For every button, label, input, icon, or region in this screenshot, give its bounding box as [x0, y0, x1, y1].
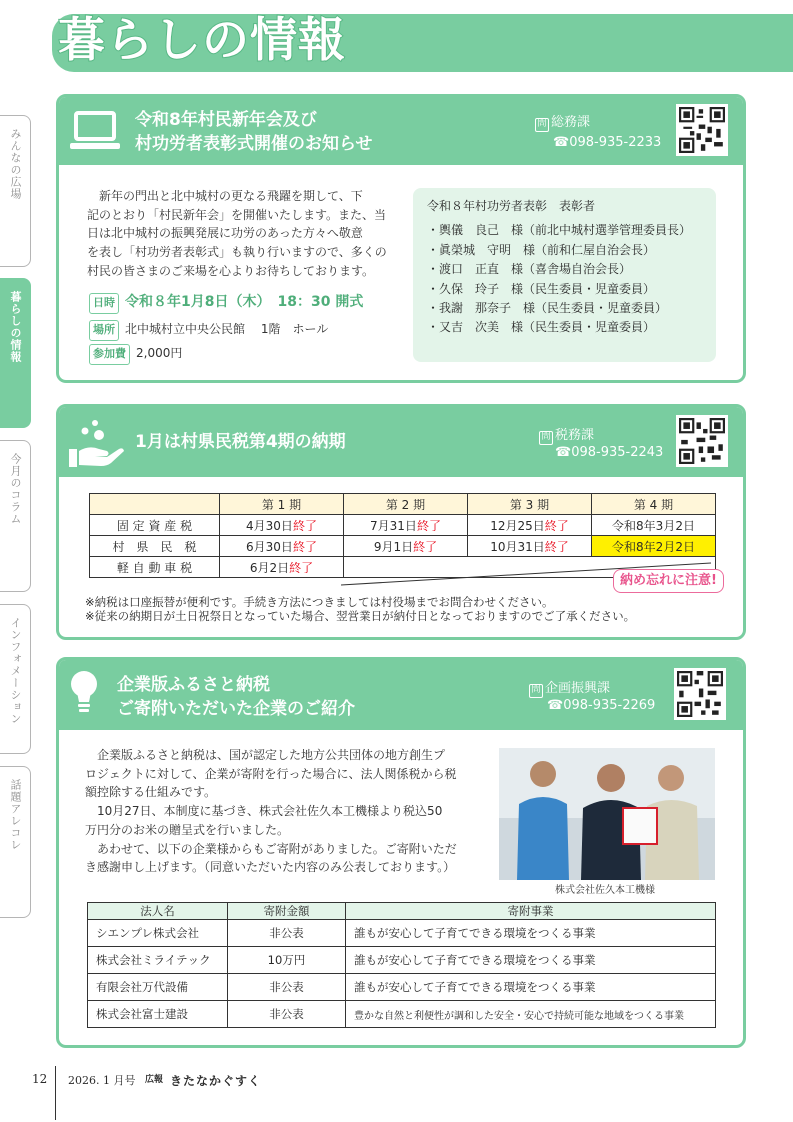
donation-amount: 非公表: [228, 974, 346, 1001]
new-year-event-section: [56, 94, 746, 383]
due-date: 9月1日: [373, 539, 414, 554]
due-cell: [220, 536, 344, 557]
awardee-item: ・渡口 正直 様（喜舎場自治会長）: [427, 262, 632, 277]
text-line: 万円分のお米の贈呈式を行いました。: [85, 822, 290, 837]
reminder-callout: 納め忘れに注意!: [613, 569, 724, 593]
donation-project: 誰もが安心して子育てできる環境をつくる事業: [346, 920, 716, 947]
qr-code-icon[interactable]: [674, 668, 726, 720]
department-name: 企画振興課: [545, 681, 611, 696]
sidebar-tab-kurashi[interactable]: [0, 278, 31, 428]
place-value: 北中城村立中央公民館 1階 ホール: [125, 322, 329, 336]
section-title-line1: 企業版ふるさと納税: [117, 675, 270, 695]
ended-label: 終了: [289, 560, 314, 575]
company-name: シエンプレ株式会社: [88, 920, 228, 947]
current-due-cell: 令和8年2月2日: [592, 536, 716, 557]
header-cell: 寄附金額: [228, 903, 346, 920]
sidebar-tab-label: 今月のコラム: [9, 453, 22, 525]
company-name: 株式会社富士建設: [88, 1001, 228, 1028]
inquiry-badge: 問: [539, 431, 553, 445]
due-date: 6月2日: [249, 560, 290, 575]
awardees-list: [413, 188, 716, 362]
page-title: 暮らしの情報: [58, 13, 346, 68]
event-datetime: [89, 293, 363, 314]
sidebar-tab-label: 話題アレコレ: [9, 779, 22, 851]
section-title-line1: 令和8年村民新年会及び: [135, 110, 317, 130]
due-cell: [468, 536, 592, 557]
publication-name: きたなかぐすく: [170, 1074, 262, 1088]
table-row: [88, 947, 716, 974]
header-cell: 第 4 期: [592, 494, 716, 515]
qr-code-icon[interactable]: [676, 104, 728, 156]
company-name: 有限会社万代設備: [88, 974, 228, 1001]
ended-label: 終了: [416, 518, 441, 533]
note-line: ※納税は口座振替が便利です。手続き方法につきましては村役場までお問合わせください。: [85, 595, 554, 609]
text-line: ロジェクトに対して、企業が寄附を行った場合に、法人関係税から税: [85, 766, 457, 781]
inquiry-badge: 問: [529, 684, 543, 698]
table-row: [88, 1001, 716, 1028]
footer-divider: [55, 1066, 56, 1120]
text-line: 10月27日、本制度に基づき、株式会社佐久本工機様より税込50: [97, 804, 443, 819]
due-cell: [468, 515, 592, 536]
tax-name: 軽 自 動 車 税: [90, 557, 220, 578]
section-title-line2: 村功労者表彰式開催のお知らせ: [135, 134, 373, 154]
phone-number: ☎098-935-2233: [553, 135, 662, 150]
datetime-tag: 日時: [89, 293, 119, 314]
donation-amount: 10万円: [228, 947, 346, 974]
section-title-line2: ご寄附いただいた企業のご紹介: [117, 699, 355, 719]
sidebar-tab-label: みんなの広場: [9, 128, 22, 200]
awardee-item: ・我謝 那奈子 様（民生委員・児童委員）: [427, 301, 668, 316]
department-name: 税務課: [555, 428, 595, 443]
coins-hand-icon: [67, 415, 125, 471]
phone-number: ☎098-935-2243: [555, 445, 664, 460]
laptop-icon: [69, 110, 121, 152]
header-cell: 第 2 期: [344, 494, 468, 515]
event-place: [89, 320, 328, 341]
ended-label: 終了: [292, 539, 317, 554]
donation-project: 誰もが安心して子育てできる環境をつくる事業: [346, 947, 716, 974]
qr-code-icon[interactable]: [676, 415, 728, 467]
section-title: 1月は村県民税第4期の納期: [135, 432, 346, 452]
table-header-row: [90, 494, 716, 515]
event-fee: [89, 344, 182, 365]
tax-name: 固 定 資 産 税: [90, 515, 220, 536]
event-description: [87, 187, 387, 281]
table-row: [90, 536, 716, 557]
publication-label: 広報: [145, 1075, 164, 1085]
sidebar-tab-information[interactable]: [0, 604, 31, 754]
tax-notes: [85, 595, 635, 623]
department: [535, 114, 590, 132]
table-header-row: [88, 903, 716, 920]
furusato-tax-section: [56, 657, 746, 1048]
tax-name: 村 県 民 税: [90, 536, 220, 557]
department-name: 総務課: [551, 115, 591, 130]
text-line: 村民の皆さまのご来場を心よりお待ちしております。: [87, 263, 375, 278]
ended-label: 終了: [544, 539, 569, 554]
phone-number: ☎098-935-2269: [547, 698, 656, 713]
awardee-item: ・又吉 次美 様（民生委員・児童委員）: [427, 320, 656, 335]
tax-deadline-section: [56, 404, 746, 640]
due-date: 4月30日: [246, 518, 293, 533]
department: [529, 680, 610, 698]
sidebar-tab-minna[interactable]: [0, 115, 31, 267]
fee-tag: 参加費: [89, 344, 130, 365]
ceremony-photo-illustration: [499, 748, 715, 880]
header-cell: 法人名: [88, 903, 228, 920]
sidebar-tab-label: インフォメーション: [9, 617, 22, 725]
text-line: 企業版ふるさと納税は、国が認定した地方公共団体の地方創生プ: [97, 748, 446, 762]
awardee-item: ・久保 玲子 様（民生委員・児童委員）: [427, 281, 656, 296]
due-cell: 令和8年3月2日: [592, 515, 716, 536]
header-cell: 第 3 期: [468, 494, 592, 515]
donation-project: 豊かな自然と利便性が調和した安全・安心で持続可能な地域をつくる事業: [346, 1001, 716, 1028]
ceremony-photo: [499, 748, 715, 880]
donor-table: [87, 902, 716, 1028]
due-date: 7月31日: [370, 518, 417, 533]
sidebar-tab-label: 暮らしの情報: [9, 291, 22, 363]
issue-date: 2026. 1 月号: [68, 1074, 136, 1087]
ended-label: 終了: [292, 518, 317, 533]
text-line: あわせて、以下の企業様からもご寄附がありました。ご寄附いただ: [97, 841, 457, 856]
header-cell: 第 1 期: [220, 494, 344, 515]
due-date: 12月25日: [490, 518, 545, 533]
due-cell: [220, 557, 344, 578]
donation-project: 誰もが安心して子育てできる環境をつくる事業: [346, 974, 716, 1001]
lightbulb-icon: [69, 670, 99, 716]
table-row: [88, 920, 716, 947]
due-cell: [344, 515, 468, 536]
table-row: [88, 974, 716, 1001]
due-date: 6月30日: [246, 539, 293, 554]
header-cell: [90, 494, 220, 515]
text-line: を表し「村功労者表彰式」も執り行いますので、多くの: [87, 245, 387, 260]
place-tag: 場所: [89, 320, 119, 341]
text-line: 記のとおり「村民新年会」を開催いたします。また、当: [87, 207, 387, 222]
due-cell: [344, 536, 468, 557]
furusato-description: [85, 746, 495, 877]
donation-amount: 非公表: [228, 1001, 346, 1028]
ended-label: 終了: [544, 518, 569, 533]
department: [539, 427, 594, 445]
company-name: 株式会社ミライテック: [88, 947, 228, 974]
awardees-title: 令和８年村功労者表彰 表彰者: [427, 199, 596, 213]
header-cell: 寄附事業: [346, 903, 716, 920]
datetime-value: 令和８年1月8日（木） 18：30 開式: [125, 294, 364, 310]
donation-amount: 非公表: [228, 920, 346, 947]
sidebar-tab-wadai[interactable]: [0, 766, 31, 918]
note-line: ※従来の納期日が土日祝祭日となっていた場合、翌営業日が納付日となっておりますのでご了承ください。: [85, 609, 636, 623]
ended-label: 終了: [413, 539, 438, 554]
awardee-item: ・輿儀 良己 様（前北中城村選挙管理委員長）: [427, 223, 692, 238]
awardee-item: ・眞榮城 守明 様（前和仁屋自治会長）: [427, 242, 656, 257]
photo-caption: 株式会社佐久本工機様: [555, 885, 655, 896]
inquiry-badge: 問: [535, 118, 549, 132]
sidebar-tab-column[interactable]: [0, 440, 31, 592]
page-number: 12: [32, 1072, 48, 1086]
fee-value: 2,000円: [136, 346, 183, 360]
text-line: 新年の門出と北中城村の更なる飛躍を期して、下: [99, 189, 363, 203]
text-line: 額控除する仕組みです。: [85, 785, 217, 800]
text-line: 日は北中城村の振興発展に功労のあった方々へ敬意: [87, 226, 363, 241]
due-date: 10月31日: [490, 539, 545, 554]
due-cell: [220, 515, 344, 536]
table-row: [90, 515, 716, 536]
text-line: き感謝申し上げます。（同意いただいた内容のみ公表しております。）: [85, 860, 456, 875]
